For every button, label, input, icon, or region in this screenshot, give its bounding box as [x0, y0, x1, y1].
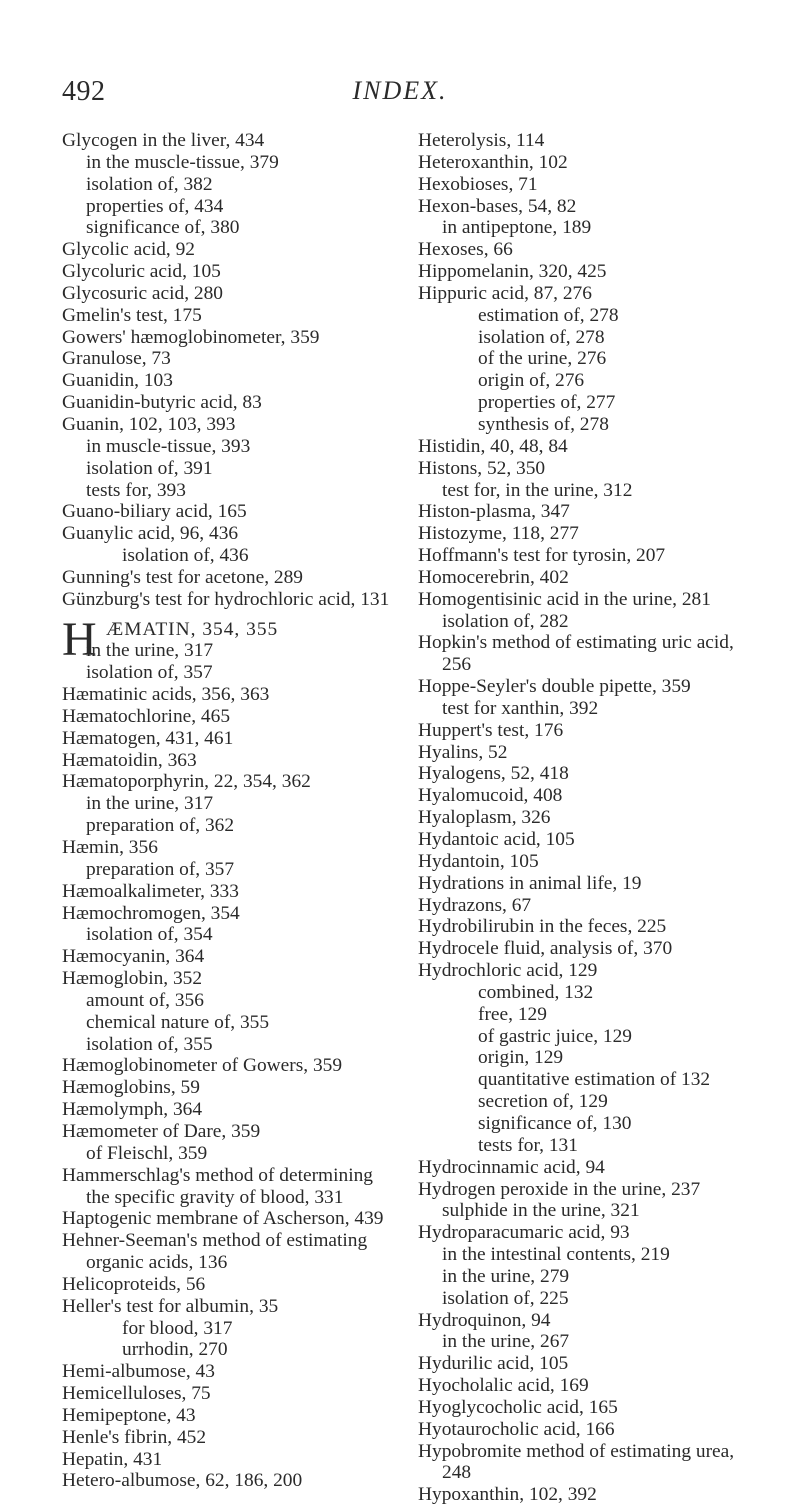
index-entry: Hydantoin, 105: [418, 850, 539, 872]
index-subentry: quantitative estimation of 132: [478, 1069, 711, 1091]
index-entry: Hehner-Seeman's method of estimating: [62, 1230, 368, 1252]
index-subentry: chemical nature of, 355: [86, 1011, 270, 1033]
index-entry: Hexobioses, 71: [418, 173, 538, 195]
index-entry: Günzburg's test for hydrochloric acid, 131: [62, 588, 390, 610]
index-entry: Hoffmann's test for tyrosin, 207: [418, 545, 666, 567]
index-subentry: in the urine, 279: [442, 1265, 570, 1287]
index-entry: Histon-plasma, 347: [418, 501, 570, 523]
index-subentry: isolation of, 282: [442, 610, 569, 632]
index-subentry: test for, in the urine, 312: [442, 479, 633, 501]
index-subentry: in the intestinal contents, 219: [442, 1244, 670, 1266]
index-entry: Hippuric acid, 87, 276: [418, 282, 592, 304]
index-subentry: isolation of, 436: [122, 545, 249, 567]
index-entry: Hyalomucoid, 408: [418, 785, 563, 807]
index-entry: Homocerebrin, 402: [418, 566, 569, 588]
index-entry: Hydrocinnamic acid, 94: [418, 1156, 605, 1178]
index-entry: Hyocholalic acid, 169: [418, 1375, 589, 1397]
index-subentry: isolation of, 278: [478, 326, 605, 348]
page-number: 492: [62, 76, 106, 107]
index-entry: Histons, 52, 350: [418, 457, 546, 479]
index-entry: Hæmatoidin, 363: [62, 749, 197, 771]
index-entry: Hemi-albumose, 43: [62, 1361, 215, 1383]
index-entry: Hypobromite method of estimating urea,: [418, 1440, 735, 1462]
index-entry: Hæmatoporphyrin, 22, 354, 362: [62, 771, 311, 793]
index-subentry: organic acids, 136: [86, 1252, 228, 1274]
index-entry: Hydrocele fluid, analysis of, 370: [418, 938, 673, 960]
index-entry: Hæmoalkalimeter, 333: [62, 880, 239, 902]
index-entry: Hepatin, 431: [62, 1448, 163, 1470]
index-entry: Hyaloplasm, 326: [418, 807, 551, 829]
running-head: INDEX.: [352, 76, 448, 105]
index-entry: Huppert's test, 176: [418, 719, 564, 741]
index-entry: Hoppe-Seyler's double pipette, 359: [418, 676, 691, 698]
index-entry: Histidin, 40, 48, 84: [418, 435, 568, 457]
index-subentry: significance of, 380: [86, 217, 240, 239]
index-entry: Hyotaurocholic acid, 166: [418, 1418, 615, 1440]
index-subentry: urrhodin, 270: [122, 1339, 228, 1361]
index-subentry: preparation of, 357: [86, 858, 235, 880]
index-entry: Haptogenic membrane of Ascherson, 439: [62, 1208, 384, 1230]
index-subentry: origin, 129: [478, 1047, 564, 1069]
index-subentry: the specific gravity of blood, 331: [86, 1186, 344, 1208]
index-entry: Glycosuric acid, 280: [62, 282, 224, 304]
index-entry: Hydrobilirubin in the feces, 225: [418, 916, 667, 938]
index-subentry: amount of, 356: [86, 989, 204, 1011]
index-subentry: in antipeptone, 189: [442, 217, 592, 239]
index-subentry: isolation of, 355: [86, 1033, 213, 1055]
index-subentry: of the urine, 276: [478, 348, 607, 370]
section-heading-text: ÆMATIN, 354, 355: [106, 618, 279, 640]
index-entry: Hæmin, 356: [62, 837, 158, 858]
index-column-right: [418, 130, 800, 1506]
index-entry: Helicoproteids, 56: [62, 1273, 206, 1295]
index-entry: Hyalins, 52: [418, 741, 508, 763]
index-subentry: in the urine, 317: [86, 793, 214, 815]
index-entry: Histozyme, 118, 277: [418, 523, 579, 545]
index-entry: Hydrations in animal life, 19: [418, 872, 642, 894]
index-entry: Hexoses, 66: [418, 239, 513, 261]
index-subentry: isolation of, 382: [86, 173, 213, 195]
index-entry: Hopkin's method of estimating uric acid,: [418, 632, 734, 654]
index-entry: Hyalogens, 52, 418: [418, 763, 569, 785]
index-subentry: origin of, 276: [478, 370, 585, 392]
index-subentry: significance of, 130: [478, 1112, 632, 1134]
index-subentry: 248: [442, 1462, 472, 1484]
index-entry: Hæmatochlorine, 465: [62, 705, 231, 727]
index-subentry: isolation of, 357: [86, 662, 213, 684]
index-entry: Glycolic acid, 92: [62, 239, 195, 261]
index-subentry: free, 129: [478, 1003, 547, 1025]
index-entry: Hæmocyanin, 364: [62, 946, 205, 968]
index-subentry: properties of, 277: [478, 392, 616, 414]
drop-cap: H: [62, 612, 97, 666]
index-entry: Guano-biliary acid, 165: [62, 501, 247, 523]
index-entry: Hemipeptone, 43: [62, 1404, 196, 1426]
index-subentry: synthesis of, 278: [478, 413, 609, 435]
index-entry: Gunning's test for acetone, 289: [62, 566, 303, 588]
index-entry: Hæmoglobin, 352: [62, 968, 203, 990]
index-subentry: of gastric juice, 129: [478, 1025, 632, 1047]
index-subentry: tests for, 131: [478, 1134, 578, 1156]
index-subentry: test for xanthin, 392: [442, 697, 599, 719]
index-entry: Guanidin, 103: [62, 370, 173, 392]
index-entry: Hæmatogen, 431, 461: [62, 727, 234, 749]
index-subentry: isolation of, 354: [86, 924, 213, 946]
index-entry: Hæmatinic acids, 356, 363: [62, 684, 270, 706]
index-entry: Hydroparacumaric acid, 93: [418, 1222, 630, 1244]
index-subentry: preparation of, 362: [86, 815, 235, 837]
section-gap: [62, 611, 447, 619]
index-entry: Hypoxanthin, 102, 392: [418, 1484, 597, 1506]
index-entry: Guanylic acid, 96, 436: [62, 523, 239, 545]
index-entry: Hydurilic acid, 105: [418, 1353, 569, 1375]
index-entry: Hydrochloric acid, 129: [418, 960, 598, 982]
index-subentry: combined, 132: [478, 981, 594, 1003]
index-entry: Hæmometer of Dare, 359: [62, 1120, 261, 1142]
index-subentry: 256: [442, 654, 472, 676]
index-subentry: isolation of, 391: [86, 457, 213, 479]
index-column-left: [62, 130, 447, 1492]
index-subentry: in the urine, 267: [442, 1331, 570, 1353]
index-entry: Glycoluric acid, 105: [62, 261, 221, 283]
index-entry: Hyoglycocholic acid, 165: [418, 1396, 618, 1418]
index-subentry: secretion of, 129: [478, 1091, 608, 1113]
index-subentry: tests for, 393: [86, 479, 186, 501]
index-entry: Hæmoglobins, 59: [62, 1077, 200, 1099]
index-entry: Hydrogen peroxide in the urine, 237: [418, 1178, 701, 1200]
index-entry: Guanidin-butyric acid, 83: [62, 392, 262, 414]
index-entry: Hæmochromogen, 354: [62, 902, 240, 924]
index-entry: Heller's test for albumin, 35: [62, 1295, 279, 1317]
index-entry: Hydantoic acid, 105: [418, 829, 575, 850]
index-entry: Hydroquinon, 94: [418, 1309, 551, 1331]
index-entry: Heteroxanthin, 102: [418, 151, 568, 173]
index-subentry: sulphide in the urine, 321: [442, 1200, 640, 1222]
index-entry: Heterolysis, 114: [418, 130, 545, 151]
index-subentry: in muscle-tissue, 393: [86, 435, 251, 457]
index-entry: Hetero-albumose, 62, 186, 200: [62, 1470, 303, 1492]
index-entry: Granulose, 73: [62, 348, 171, 370]
index-entry: Guanin, 102, 103, 393: [62, 413, 236, 435]
index-entry: Hippomelanin, 320, 425: [418, 261, 607, 283]
index-entry: Henle's fibrin, 452: [62, 1426, 207, 1448]
index-subentry: for blood, 317: [122, 1317, 233, 1339]
index-subentry: in the muscle-tissue, 379: [86, 151, 279, 173]
index-subentry: of Fleischl, 359: [86, 1142, 208, 1164]
index-entry: Hexon-bases, 54, 82: [418, 195, 577, 217]
index-subentry: estimation of, 278: [478, 304, 619, 326]
index-subentry: properties of, 434: [86, 195, 224, 217]
index-entry: Gowers' hæmoglobinometer, 359: [62, 326, 320, 348]
index-entry: Hæmoglobinometer of Gowers, 359: [62, 1055, 343, 1077]
index-subentry: isolation of, 225: [442, 1287, 569, 1309]
index-entry: Hemicelluloses, 75: [62, 1383, 211, 1405]
index-entry: Hammerschlag's method of determining: [62, 1164, 373, 1186]
index-entry: Hæmolymph, 364: [62, 1099, 203, 1121]
index-entry: Hydrazons, 67: [418, 894, 532, 916]
index-entry: Homogentisinic acid in the urine, 281: [418, 588, 711, 610]
index-entry: Glycogen in the liver, 434: [62, 130, 265, 151]
index-entry: Gmelin's test, 175: [62, 304, 202, 326]
index-subentry: in the urine, 317: [86, 640, 214, 662]
